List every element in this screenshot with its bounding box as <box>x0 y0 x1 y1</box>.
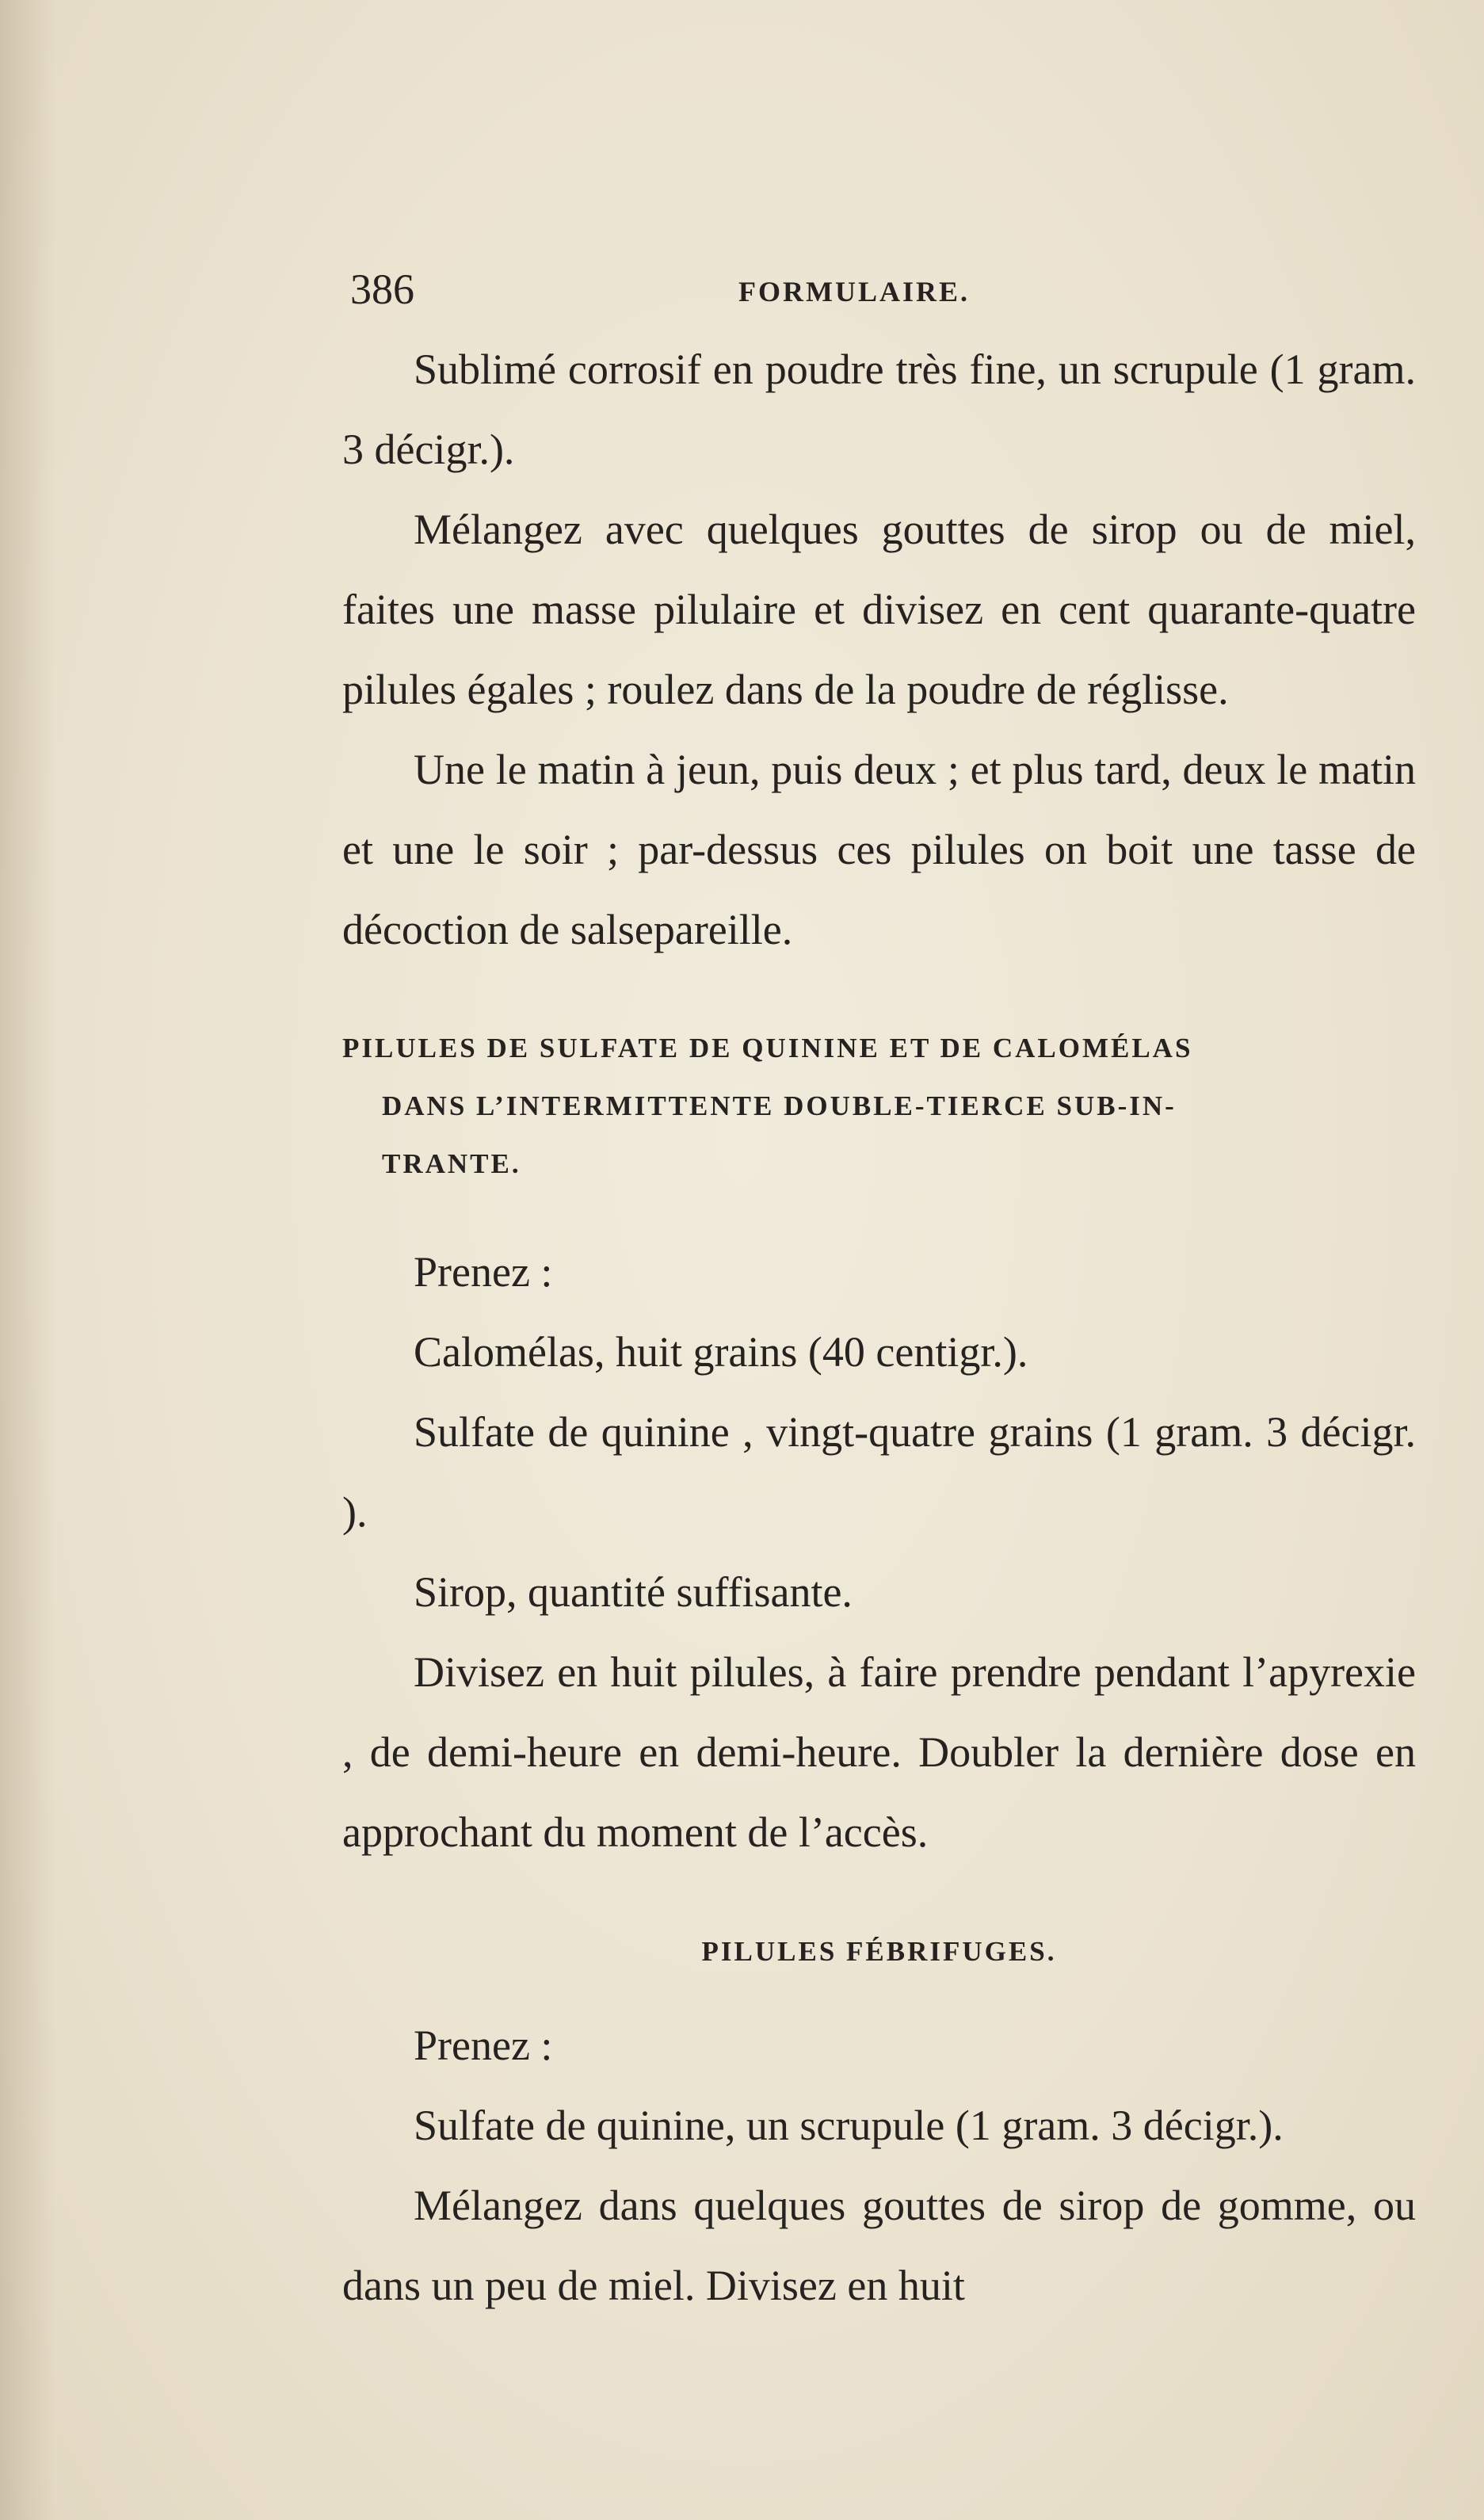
page-gutter-shadow <box>0 0 55 2520</box>
paragraph-dosage: Une le matin à jeun, puis deux ; et plus tard, deux le matin et une le soir ; par-dessus ces pilules on boit une tasse de décoction de salsepareille. <box>342 746 1416 953</box>
paragraph-melangez: Mélangez avec quelques gouttes de sirop ou de miel, faites une masse pilulaire et divisez en cent quarante-quatre pilules égales ; roulez dans de la poudre de réglisse. <box>342 506 1416 713</box>
section-heading-quinine-calomelas <box>342 1019 1416 1193</box>
section-heading-line-3: TRANTE. <box>382 1148 521 1179</box>
ingredient-sulfate-quinine-2: Sulfate de quinine, un scrupule (1 gram. 3 décigr.). <box>414 2102 1284 2149</box>
paragraph-sublime: Sublimé corrosif en poudre très fine, un scrupule (1 gram. 3 décigr.). <box>342 346 1416 473</box>
ingredient-sulfate-quinine: Sulfate de quinine , vingt-quatre grains (1 gram. 3 décigr. ). <box>342 1408 1416 1536</box>
paragraph-melangez-2: Mélangez dans quelques gouttes de sirop de gomme, ou dans un peu de miel. Divisez en huit <box>342 2182 1416 2309</box>
prenez-label: Prenez : <box>414 1248 553 1296</box>
running-title: FORMULAIRE. <box>738 276 970 307</box>
ingredient-calomelas: Calomélas, huit grains (40 centigr.). <box>414 1328 1028 1376</box>
prenez-label-2: Prenez : <box>414 2022 553 2069</box>
spacer <box>342 1193 1416 1232</box>
section-heading-line-1: PILULES DE SULFATE DE QUININE ET DE CALOMÉLAS <box>342 1033 1193 1063</box>
section-heading-febrifuges: PILULES FÉBRIFUGES. <box>701 1936 1057 1967</box>
text-block <box>342 262 1416 2326</box>
page-number: 386 <box>350 265 414 313</box>
running-head <box>342 262 1416 330</box>
section-heading-line-2: DANS L’INTERMITTENTE DOUBLE-TIERCE SUB-IN- <box>382 1090 1177 1121</box>
ingredient-sirop: Sirop, quantité suffisante. <box>414 1568 853 1616</box>
paragraph-divisez: Divisez en huit pilules, à faire prendre pendant l’apyrexie , de demi-heure en demi-heure. Doubler la dernière dose en approchant du moment de l’accès. <box>342 1648 1416 1856</box>
